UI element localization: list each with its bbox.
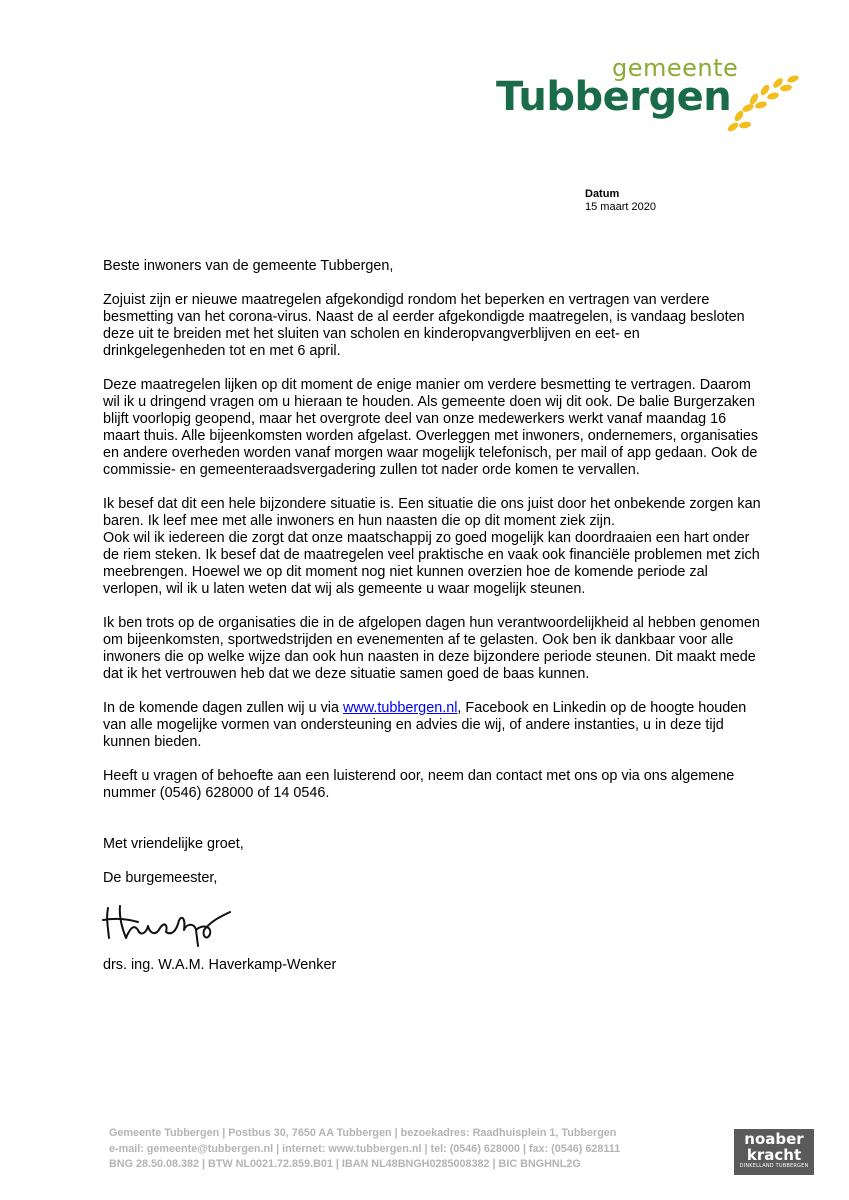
- logo-main-text: Tubbergen: [496, 74, 732, 120]
- salutation: Beste inwoners van de gemeente Tubbergen,: [103, 258, 394, 274]
- municipality-logo: [496, 52, 816, 137]
- paragraph-3b: Ook wil ik iedereen die zorgt dat onze maatschappij zo goed mogelijk kan doordraaien een hart onder de riem steken. Ik besef dat de maatregelen veel praktische en vaak ook financiële problemen met zich meebrengen. Hoewel we op dit moment nog niet kunnen overzien hoe de komende periode zal verlopen, wil ik u laten weten dat wij als gemeente u waar mogelijk steunen.: [103, 530, 760, 597]
- closing: Met vriendelijke groet,: [103, 836, 244, 852]
- paragraph-6: Heeft u vragen of behoefte aan een luisterend oor, neem dan contact met ons op via ons algemene nummer (0546) 628000 of 14 0546.: [103, 768, 735, 801]
- signer-role: De burgemeester,: [103, 870, 218, 886]
- footer: [109, 1126, 620, 1173]
- footer-bank: BNG 28.50.08.382 | BTW NL0021.72.859.B01 | IBAN NL48BNGH0285008382 | BIC BNGHNL2G: [109, 1158, 581, 1170]
- letter-body: [103, 258, 763, 887]
- paragraph-5-end: , Facebook en Linkedin op de hoogte houden van alle mogelijke vormen van ondersteuning en advies die wij, of andere instanties, u in deze tijd kunnen bieden.: [103, 700, 747, 750]
- badge-line-2: kracht: [746, 1146, 802, 1164]
- paragraph-2: Deze maatregelen lijken op dit moment de enige manier om verdere besmetting te vertragen. Daarom wil ik u dringend vragen om u hieraan te houden. Als gemeente doen wij dit ook. De balie Burgerzaken blijft voorlopig geopend, maar het overgrote deel van onze medewerkers werkt vanaf maandag 16 maart thuis. Alle bijeenkomsten worden afgelast. Overleggen met inwoners, ondernemers, organisaties en andere overheden worden vanaf morgen waar mogelijk telefonisch, per mail of app gedaan. Ook de commissie- en gemeenteraadsvergadering zullen tot nader orde komen te vervallen.: [103, 377, 759, 478]
- date-block: [585, 188, 656, 214]
- website-link[interactable]: www.tubbergen.nl: [343, 700, 458, 716]
- logo-top-text: gemeente: [612, 54, 739, 82]
- wheat-ears-icon: [721, 72, 811, 134]
- handwritten-signature: [100, 900, 235, 950]
- noaberkracht-logo: [734, 1129, 814, 1175]
- paragraph-3a: Ik besef dat dit een hele bijzondere situatie is. Een situatie die ons juist door het onbekende zorgen kan baren. Ik leef mee met alle inwoners en hun naasten die op dit moment ziek zijn.: [103, 496, 761, 529]
- paragraph-1: Zojuist zijn er nieuwe maatregelen afgekondigd rondom het beperken en vertragen van verdere besmetting van het corona-virus. Naast de al eerder afgekondigde maatregelen, is vandaag besloten deze uit te breiden met het sluiten van scholen en kinderopvangverblijven en eet- en drinkgelegenheden tot en met 6 april.: [103, 292, 745, 359]
- date-label: Datum: [585, 188, 620, 200]
- badge-line-3: DINKELLAND TUBBERGEN: [739, 1163, 809, 1169]
- paragraph-5: [103, 700, 763, 751]
- footer-contact: e-mail: gemeente@tubbergen.nl | internet: www.tubbergen.nl | tel: (0546) 628000 | fax: (0546) 628111: [109, 1142, 621, 1155]
- paragraph-5-start: In de komende dagen zullen wij u via: [103, 700, 343, 716]
- date-value: 15 maart 2020: [585, 201, 656, 213]
- footer-address: Gemeente Tubbergen | Postbus 30, 7650 AA Tubbergen | bezoekadres: Raadhuisplein 1, Tubbergen: [109, 1127, 617, 1139]
- badge-line-1: noaber: [744, 1130, 804, 1148]
- paragraph-4: Ik ben trots op de organisaties die in de afgelopen dagen hun verantwoordelijkheid al hebben genomen om bijeenkomsten, sportwedstrijden en evenementen af te gelasten. Ook ben ik dankbaar voor alle inwoners die op welke wijze dan ook hun naasten in deze bijzondere periode steunen. Dit maakt mede dat ik het vertrouwen heb dat we deze situatie samen goed de baas kunnen.: [103, 615, 760, 682]
- signer-name: drs. ing. W.A.M. Haverkamp-Wenker: [103, 957, 337, 973]
